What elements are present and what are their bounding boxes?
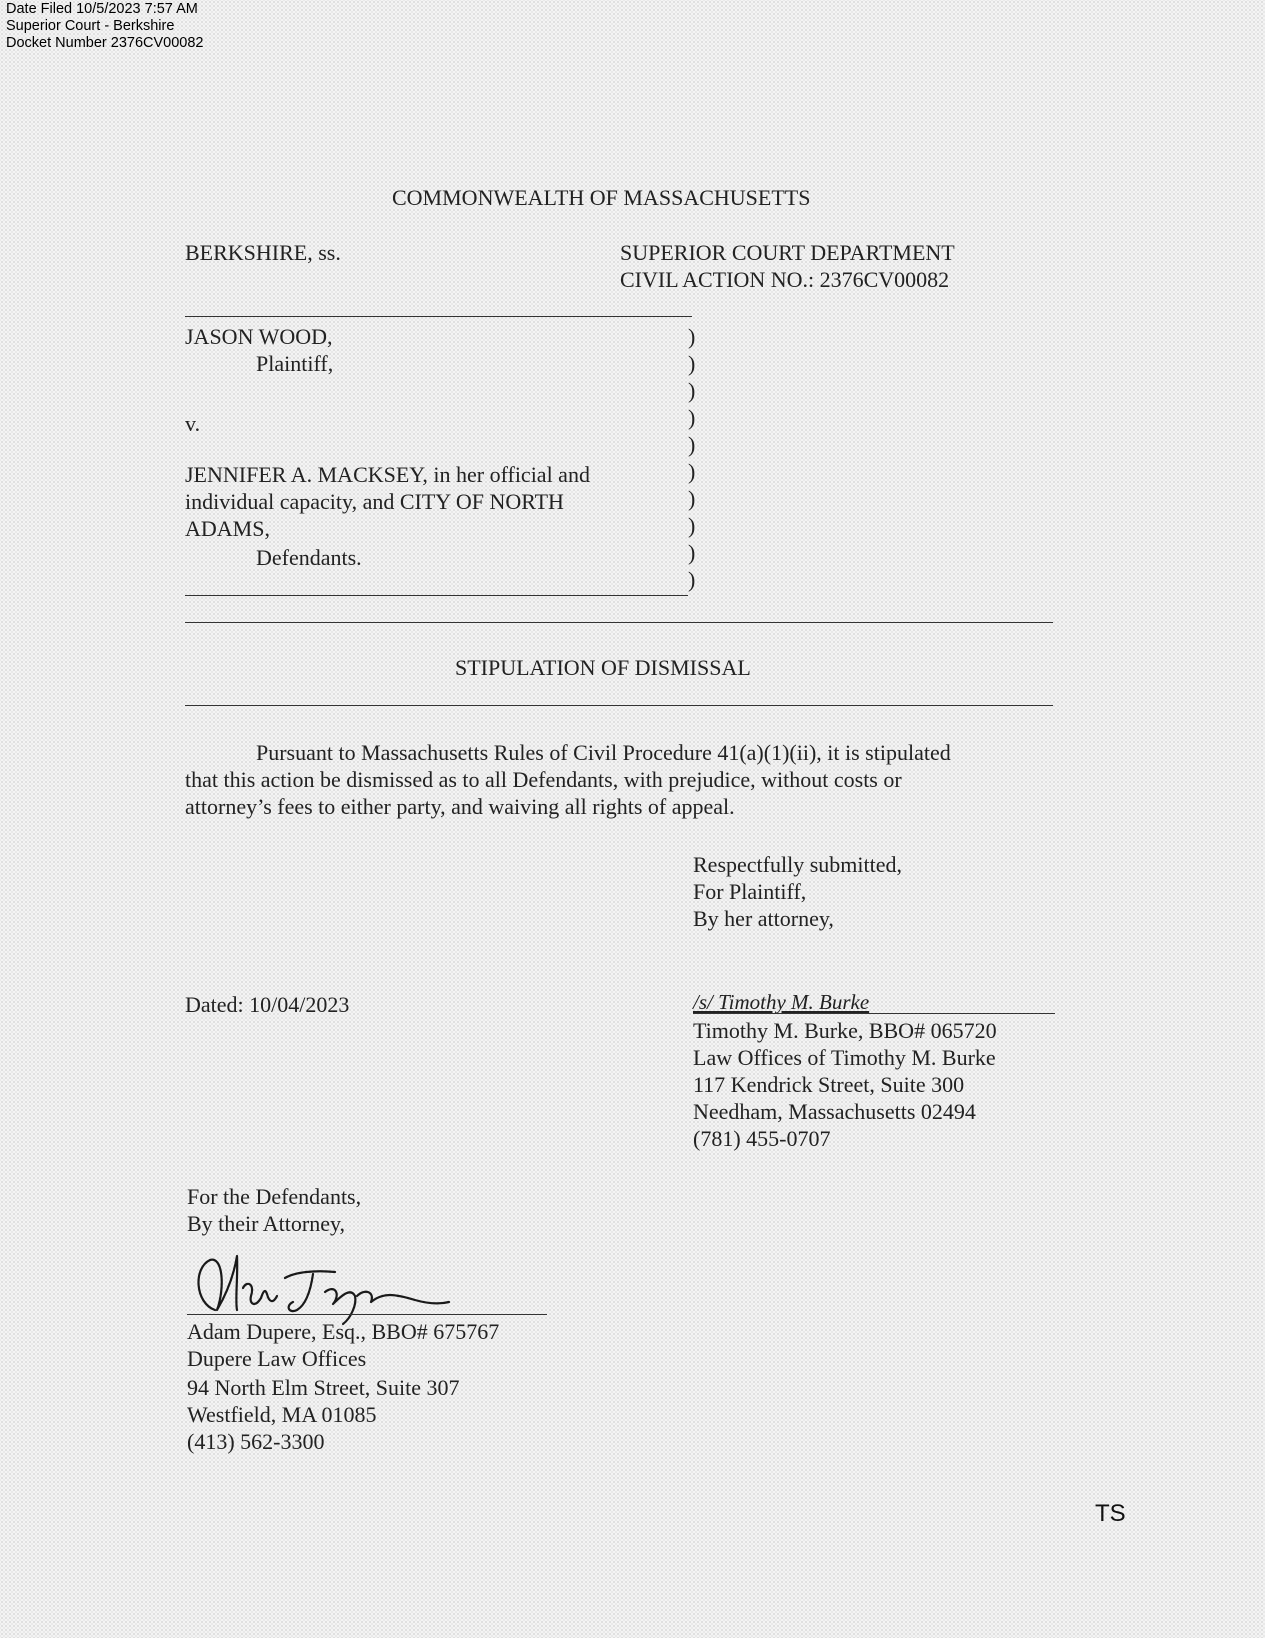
title-top-rule xyxy=(185,622,1053,623)
filing-date: Date Filed 10/5/2023 7:57 AM xyxy=(6,1,198,17)
defense-signature-line xyxy=(187,1314,547,1315)
defense-intro-1: For the Defendants, xyxy=(187,1184,362,1209)
defense-firm: Dupere Law Offices xyxy=(187,1346,367,1371)
plaintiff-phone: (781) 455-0707 xyxy=(693,1126,831,1151)
court-department: SUPERIOR COURT DEPARTMENT xyxy=(620,240,955,265)
defendant-line-3: ADAMS, xyxy=(185,516,270,541)
caption-paren: ) xyxy=(688,567,696,592)
closing-respectfully: Respectfully submitted, xyxy=(693,852,902,877)
caption-paren: ) xyxy=(688,432,696,457)
plaintiff-name: JASON WOOD, xyxy=(185,324,333,349)
caption-paren: ) xyxy=(688,540,696,565)
caption-paren: ) xyxy=(688,405,696,430)
caption-paren: ) xyxy=(688,378,696,403)
closing-by-attorney: By her attorney, xyxy=(693,906,834,931)
caption-paren: ) xyxy=(688,459,696,484)
closing-for-plaintiff: For Plaintiff, xyxy=(693,879,807,904)
caption-paren: ) xyxy=(688,513,696,538)
defendant-line-2: individual capacity, and CITY OF NORTH xyxy=(185,489,564,514)
title-bottom-rule xyxy=(185,705,1053,706)
filing-docket: Docket Number 2376CV00082 xyxy=(6,35,204,51)
caption-paren: ) xyxy=(688,486,696,511)
plaintiff-firm: Law Offices of Timothy M. Burke xyxy=(693,1045,996,1070)
defendant-role: Defendants. xyxy=(256,545,362,570)
county: BERKSHIRE, ss. xyxy=(185,240,341,265)
defense-street: 94 North Elm Street, Suite 307 xyxy=(187,1375,460,1400)
defense-attorney-name: Adam Dupere, Esq., BBO# 675767 xyxy=(187,1319,500,1344)
document-title: STIPULATION OF DISMISSAL xyxy=(455,655,751,680)
handwritten-signature xyxy=(185,1248,485,1328)
commonwealth-title: COMMONWEALTH OF MASSACHUSETTS xyxy=(392,185,811,210)
filing-court: Superior Court - Berkshire xyxy=(6,18,175,34)
versus: v. xyxy=(185,411,201,436)
plaintiff-role: Plaintiff, xyxy=(256,351,334,376)
body-line-2: that this action be dismissed as to all Defendants, with prejudice, without costs or xyxy=(185,767,902,792)
caption-paren: ) xyxy=(688,351,696,376)
body-line-1: Pursuant to Massachusetts Rules of Civil Procedure 41(a)(1)(ii), it is stipulated xyxy=(256,740,951,765)
plaintiff-street: 117 Kendrick Street, Suite 300 xyxy=(693,1072,965,1097)
defense-intro-2: By their Attorney, xyxy=(187,1211,346,1236)
body-line-3: attorney’s fees to either party, and waiving all rights of appeal. xyxy=(185,794,735,819)
filing-stamp xyxy=(6,1,203,52)
caption-bottom-rule xyxy=(185,595,688,596)
plaintiff-city: Needham, Massachusetts 02494 xyxy=(693,1099,976,1124)
plaintiff-signature-line xyxy=(693,1013,1055,1014)
footer-initials: TS xyxy=(1095,1500,1126,1527)
dated: Dated: 10/04/2023 xyxy=(185,992,350,1017)
caption-paren: ) xyxy=(688,324,696,349)
plaintiff-attorney-name: Timothy M. Burke, BBO# 065720 xyxy=(693,1018,997,1043)
caption-top-rule xyxy=(185,316,692,317)
civil-action-number: CIVIL ACTION NO.: 2376CV00082 xyxy=(620,267,950,292)
defendant-line-1: JENNIFER A. MACKSEY, in her official and xyxy=(185,462,590,487)
plaintiff-e-signature: /s/ Timothy M. Burke xyxy=(693,990,870,1014)
defense-city: Westfield, MA 01085 xyxy=(187,1402,377,1427)
defense-phone: (413) 562-3300 xyxy=(187,1429,325,1454)
